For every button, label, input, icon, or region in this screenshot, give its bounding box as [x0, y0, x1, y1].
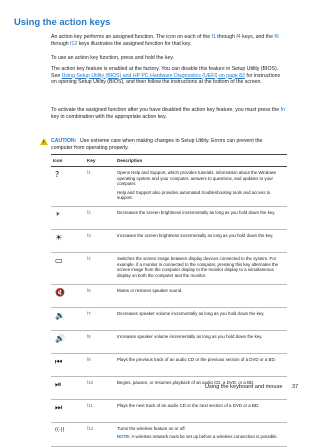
key-description: [115, 400, 287, 423]
switch-display-icon: ▭: [55, 256, 63, 266]
description-text: Begins, pauses, or resumes playback of an audio CD, a DVD, or a BD.: [117, 380, 255, 386]
note-text: NOTE: A wireless network must be set up before a wireless connection is possible.: [117, 434, 278, 440]
brightness-down-icon: ☀: [55, 211, 61, 219]
table-row: [51, 308, 287, 331]
page-number: 37: [292, 384, 299, 390]
key-label: f9: [85, 354, 115, 377]
description-text: Help and Support also provides automated troubleshooting tools and access to support.: [117, 189, 271, 201]
caution-label: CAUTION:: [51, 138, 77, 144]
key-description: [115, 230, 287, 253]
key-label: f7: [85, 308, 115, 331]
description-text: Turns the wireless feature on or off.: [117, 426, 186, 432]
description-text: Decreases speaker volume incrementally as long as you hold down the key.: [117, 311, 265, 317]
table-row: [51, 400, 287, 423]
mute-icon: 🔇: [55, 288, 65, 298]
key-label: f11: [85, 400, 115, 423]
section-title: Using the action keys: [14, 16, 111, 27]
table-row: [51, 230, 287, 253]
key-description: [115, 253, 287, 285]
caution-text: Use extreme care when making changes in Setup Utility. Errors can prevent the: [80, 138, 263, 144]
caution-text-continued: computer from operating properly.: [51, 144, 129, 151]
key-label: f10: [85, 377, 115, 400]
play-pause-icon: ⏯: [55, 380, 62, 390]
header-key: Key: [85, 155, 115, 167]
table-row: [51, 331, 287, 354]
table-row: [51, 167, 287, 207]
key-label: f3: [85, 230, 115, 253]
key-description: [115, 331, 287, 354]
table-row: [51, 253, 287, 285]
header-description: Description: [115, 155, 287, 167]
description-text: Plays the previous track of an audio CD or the previous section of a DVD or a BD.: [117, 357, 276, 363]
intro-paragraph-4: To activate the assigned function after you have disabled the action key feature, you must press the fn key in combination with the appropriate action key.: [51, 107, 285, 120]
key-description: [115, 423, 287, 447]
previous-track-icon: ⏮: [55, 357, 63, 367]
table-header-row: [51, 155, 287, 167]
table-row: [51, 207, 287, 230]
volume-up-icon: 🔊: [55, 334, 65, 344]
description-text: Plays the next track of an audio CD or the next section of a DVD or a BD.: [117, 403, 260, 409]
wireless-icon: ((·)): [55, 427, 65, 434]
next-track-icon: ⏭: [55, 403, 63, 413]
intro-paragraph-3: The action key feature is enabled at the factory. You can disable this feature in Setup Utility (BIOS). See Using Setup Utility (BIOS) and HP PC Hardware Diagnostics (UEFI) on page 83 for instructions on opening Setup Utility (BIOS), and then follow the instructions at the bottom of the screen.: [51, 66, 281, 85]
header-icon: Icon: [51, 155, 85, 167]
table-row: [51, 354, 287, 377]
description-text: Decreases the screen brightness incrementally as long as you hold down the key.: [117, 210, 276, 216]
description-text: Opens Help and Support, which provides tutorials, information about the Windows operating system and your computer, answers to questions, and updates to your computer.: [117, 170, 277, 187]
manual-page: Using the action keys An action key performs an assigned function. The icon on each of the f1 through f4 keys, and the f6 through f12 keys illustrates the assigned function for that key. To use an action key function, press and hold the key. The action key feature is enabled at the factory. You can disable this feature in Setup Utility (BIOS). See Using Setup Utility (BIOS) and HP PC Hardware Diagnostics (UEFI) on page 83 for instructions on opening Setup Utility (BIOS), and then follow the instructions at the bottom of the screen. To activate the assigned function after you have disabled the action key feature, you must press the fn key in combination with the appropriate action key. ! CAUTION: Use extreme care when making changes in Setup Utility. Errors can prevent the computer from operating properly. Icon Key Description ? f1 Opens Help and Support, which provides tutorials, information about the Windows operating system and your computer, answers to questions, and updates to your computer. Help and Support also provides automated troubleshooting tools and access to support. ☀ f2 Decreases the screen brightness incrementally as long as you hold down the key. ☀ f3 Increases the screen brightness incrementally as long as you hold down the key. ▭ f4 Switches the screen image between display devices connected to the system. For example, if a monitor is connected to the computer, pressing this key alternates the screen image from the computer display to the monitor display to a simultaneous display on both the computer and the monitor. 🔇 f6 Mutes or restores speaker sound. 🔉 f7 Decreases speaker volume incrementally as long as you hold down the key. 🔊 f8 Increases speaker volume incrementally as long as you hold down the key. ⏮ f9 Plays the previous track of an audio CD or the previous section of a DVD or a BD. ⏯ f10 Begins, pauses, or resumes playback of an audio CD, a DVD, or a BD. ⏭ f11 Plays the next track of an audio CD or the next section of a DVD or a BD. ((·)) f12 Turns the wireless feature on or off. NOTE: A wireless network must be set up before a wireless connection is possible. Using the keyboard and mouse 37: [0, 0, 300, 399]
help-icon: ?: [55, 170, 60, 180]
key-label: f12: [85, 423, 115, 447]
key-description: [115, 285, 287, 308]
key-label: f6: [85, 285, 115, 308]
key-description: [115, 207, 287, 230]
footer-title: Using the keyboard and mouse: [205, 384, 283, 390]
description-text: Switches the screen image between display devices connected to the system. For example, if a monitor is connected to the computer, pressing this key alternates the screen image from the computer display to the monitor display to a simultaneous display on both the computer and the monitor.: [117, 256, 279, 278]
note-label: NOTE:: [117, 434, 131, 440]
volume-down-icon: 🔉: [55, 311, 65, 321]
table-row: [51, 423, 287, 447]
key-label: f8: [85, 331, 115, 354]
key-description: [115, 167, 287, 207]
table-row: [51, 285, 287, 308]
key-label: f1: [85, 167, 115, 207]
description-text: Mutes or restores speaker sound.: [117, 288, 183, 294]
intro-paragraph-2: To use an action key function, press and hold the key.: [51, 55, 175, 61]
key-label: f4: [85, 253, 115, 285]
brightness-up-icon: ☀: [55, 233, 63, 243]
description-text: Increases the screen brightness incrementally as long as you hold down the key.: [117, 233, 274, 239]
description-text: Increases speaker volume incrementally as long as you hold down the key.: [117, 334, 263, 340]
key-description: [115, 354, 287, 377]
page-footer: [205, 384, 298, 390]
setup-utility-link[interactable]: Using Setup Utility (BIOS) and HP PC Hardware Diagnostics (UEFI) on page 83: [61, 72, 245, 79]
key-description: [115, 308, 287, 331]
action-keys-table: [51, 154, 287, 447]
key-label: f2: [85, 207, 115, 230]
intro-paragraph-1: An action key performs an assigned function. The icon on each of the f1 through f4 keys, and the f6 through f12 keys illustrates the assigned function for that key.: [51, 34, 279, 47]
